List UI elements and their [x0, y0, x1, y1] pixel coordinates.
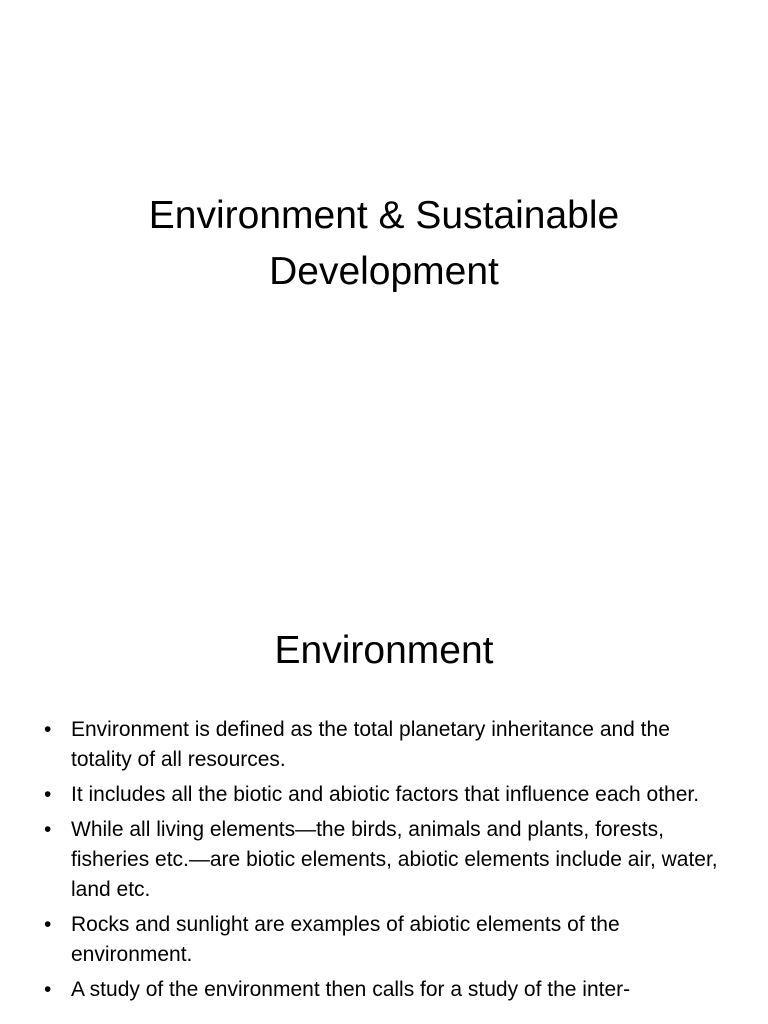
bullet-item	[44, 910, 724, 970]
bullet-marker: •	[44, 978, 52, 1001]
bullet-text: While all living elements—the birds, animals and plants, forests, fisheries etc.—are biotic elements, abiotic elements include air, water, land etc.	[71, 818, 718, 901]
bullet-text: Environment is defined as the total planetary inheritance and the totality of all resources.	[71, 718, 670, 771]
bullet-marker: •	[44, 718, 52, 741]
bullet-marker: •	[44, 913, 52, 936]
bullet-text: Rocks and sunlight are examples of abiotic elements of the environment.	[71, 913, 620, 966]
slide-heading: Environment	[274, 629, 494, 672]
bullet-item	[44, 780, 724, 810]
title-line-2: Development	[269, 250, 499, 293]
slide-environment	[0, 576, 768, 1024]
bullet-text: It includes all the biotic and abiotic factors that influence each other.	[71, 783, 700, 806]
bullet-item	[44, 975, 724, 1005]
bullet-item	[44, 715, 724, 775]
bullet-item	[44, 815, 724, 905]
bullet-marker: •	[44, 783, 52, 806]
presentation-title	[0, 188, 768, 300]
title-line-1: Environment & Sustainable	[148, 194, 620, 237]
bullet-text: A study of the environment then calls for a study of the inter-	[71, 978, 631, 1001]
bullet-marker: •	[44, 818, 52, 841]
bullet-list	[44, 715, 724, 1010]
